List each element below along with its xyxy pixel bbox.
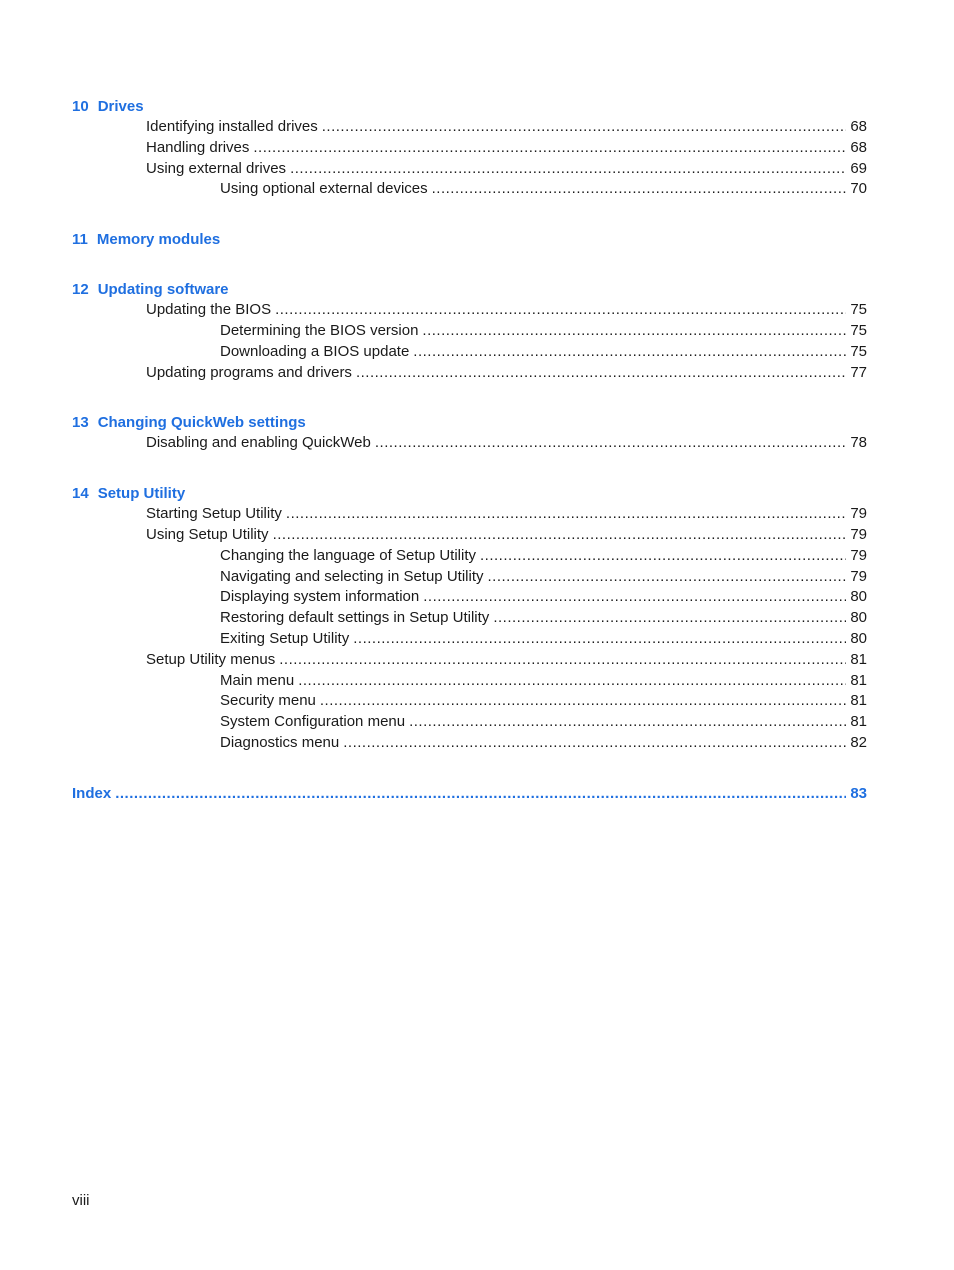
dot-leader: [375, 433, 846, 454]
toc-entry[interactable]: [72, 504, 867, 525]
section-spacer: [72, 383, 867, 412]
toc-entry-page: 81: [850, 713, 867, 731]
dot-leader: [409, 712, 846, 733]
toc-entry-title: Using optional external devices: [220, 180, 428, 198]
dot-leader: [322, 117, 847, 138]
toc-entry-page: 79: [850, 546, 867, 564]
toc-entry-page: 77: [850, 363, 867, 381]
toc-entry[interactable]: [72, 525, 867, 546]
toc-entry-title: Determining the BIOS version: [220, 321, 419, 339]
toc-entry[interactable]: [72, 629, 867, 650]
toc-entry-title: Changing the language of Setup Utility: [220, 546, 477, 564]
chapter-title: Changing QuickWeb settings: [97, 414, 306, 432]
chapter-number: 12: [72, 281, 89, 299]
dot-leader: [422, 321, 846, 342]
toc-entry[interactable]: [72, 342, 867, 363]
toc-entry-title: Restoring default settings in Setup Utility: [220, 609, 490, 627]
toc-entry-page: 69: [850, 159, 867, 177]
toc-entry-title: Updating the BIOS: [146, 301, 272, 319]
chapter-title: Updating software: [97, 281, 229, 299]
chapter-title: Memory modules: [96, 231, 221, 249]
toc-entry-page: 80: [850, 609, 867, 627]
toc-entry-title: System Configuration menu: [220, 713, 406, 731]
toc-entry-page: 82: [850, 733, 867, 751]
toc-entry-page: 75: [850, 321, 867, 339]
toc-entry-title: Identifying installed drives: [146, 118, 318, 135]
toc-entry-title: Updating programs and drivers: [146, 363, 352, 381]
toc-entry-page: 79: [850, 525, 867, 543]
dot-leader: [413, 342, 846, 363]
toc-entry[interactable]: [72, 712, 867, 733]
page-number: viii: [72, 1192, 90, 1209]
toc-entry[interactable]: [72, 321, 867, 342]
dot-leader: [343, 733, 846, 754]
toc-entry-title: Main menu: [220, 671, 295, 689]
dot-leader: [298, 671, 846, 692]
toc-entry-page: 70: [850, 180, 867, 198]
toc-entry-title: Disabling and enabling QuickWeb: [146, 434, 371, 452]
toc-entry[interactable]: [72, 300, 867, 321]
toc-entry-title: Downloading a BIOS update: [220, 342, 410, 360]
toc-entry[interactable]: [72, 179, 867, 200]
toc-entry-title: Starting Setup Utility: [146, 505, 282, 523]
dot-leader: [273, 525, 847, 546]
chapter-heading[interactable]: [72, 279, 867, 300]
toc-entry-page: 75: [850, 301, 867, 319]
toc-entry-title: Diagnostics menu: [220, 733, 340, 751]
toc-entry-title: Displaying system information: [220, 588, 420, 606]
dot-leader: [253, 138, 846, 159]
section-spacer: [72, 200, 867, 229]
chapter-number: 10: [72, 98, 89, 115]
toc-entry-page: 80: [850, 588, 867, 606]
chapter-heading[interactable]: [72, 229, 867, 250]
section-spacer: [72, 250, 867, 279]
dot-leader: [286, 504, 846, 525]
toc-entry-page: 81: [850, 671, 867, 689]
toc-entry-page: 79: [850, 567, 867, 585]
chapter-number: 14: [72, 485, 89, 503]
index-page: 83: [850, 784, 867, 802]
dot-leader: [275, 300, 846, 321]
dot-leader: [480, 546, 846, 567]
toc-entry-title: Using external drives: [146, 159, 287, 177]
toc-entry-title: Setup Utility menus: [146, 650, 276, 668]
toc-entry[interactable]: [72, 691, 867, 712]
toc-entry-page: 81: [850, 692, 867, 710]
toc-entry-title: Security menu: [220, 692, 316, 710]
dot-leader: [353, 629, 846, 650]
toc-entry-page: 68: [850, 138, 867, 156]
chapter-number: 11: [72, 231, 88, 249]
toc-entry-title: Navigating and selecting in Setup Utility: [220, 567, 484, 585]
chapter-heading[interactable]: [72, 412, 867, 433]
toc-entry[interactable]: [72, 608, 867, 629]
section-spacer: [72, 454, 867, 483]
toc-entry-page: 78: [850, 434, 867, 452]
toc-entry[interactable]: [72, 433, 867, 454]
toc-entry-title: Using Setup Utility: [146, 525, 269, 543]
toc-entry-page: 79: [850, 505, 867, 523]
toc-entry-page: 80: [850, 629, 867, 647]
dot-leader: [290, 159, 846, 180]
chapter-number: 13: [72, 414, 89, 432]
toc-entry[interactable]: [72, 650, 867, 671]
dot-leader: [115, 783, 846, 804]
toc-entry-title: Handling drives: [146, 138, 250, 156]
dot-leader: [356, 363, 846, 384]
dot-leader: [279, 650, 846, 671]
index-title: Index: [72, 784, 112, 802]
table-of-contents: [72, 96, 867, 804]
chapter-title: Setup Utility: [97, 485, 186, 503]
dot-leader: [493, 608, 846, 629]
toc-entry-title: Exiting Setup Utility: [220, 629, 350, 647]
toc-entry[interactable]: [72, 567, 867, 588]
dot-leader: [487, 567, 846, 588]
toc-entry[interactable]: [72, 159, 867, 180]
toc-entry[interactable]: [72, 671, 867, 692]
toc-entry[interactable]: [72, 733, 867, 754]
dot-leader: [423, 587, 846, 608]
dot-leader: [320, 691, 846, 712]
dot-leader: [432, 179, 847, 200]
toc-entry-page: 68: [850, 118, 867, 135]
toc-entry-page: 75: [850, 342, 867, 360]
toc-entry[interactable]: [72, 546, 867, 567]
toc-entry-page: 81: [850, 650, 867, 668]
toc-entry[interactable]: [72, 587, 867, 608]
toc-entry[interactable]: [72, 363, 867, 384]
chapter-title: Drives: [97, 98, 144, 115]
toc-entry[interactable]: [72, 138, 867, 159]
toc-entry[interactable]: [72, 117, 867, 138]
index-heading[interactable]: [72, 783, 867, 804]
section-spacer: [72, 754, 867, 783]
chapter-heading[interactable]: [72, 483, 867, 504]
chapter-heading[interactable]: [72, 96, 867, 117]
